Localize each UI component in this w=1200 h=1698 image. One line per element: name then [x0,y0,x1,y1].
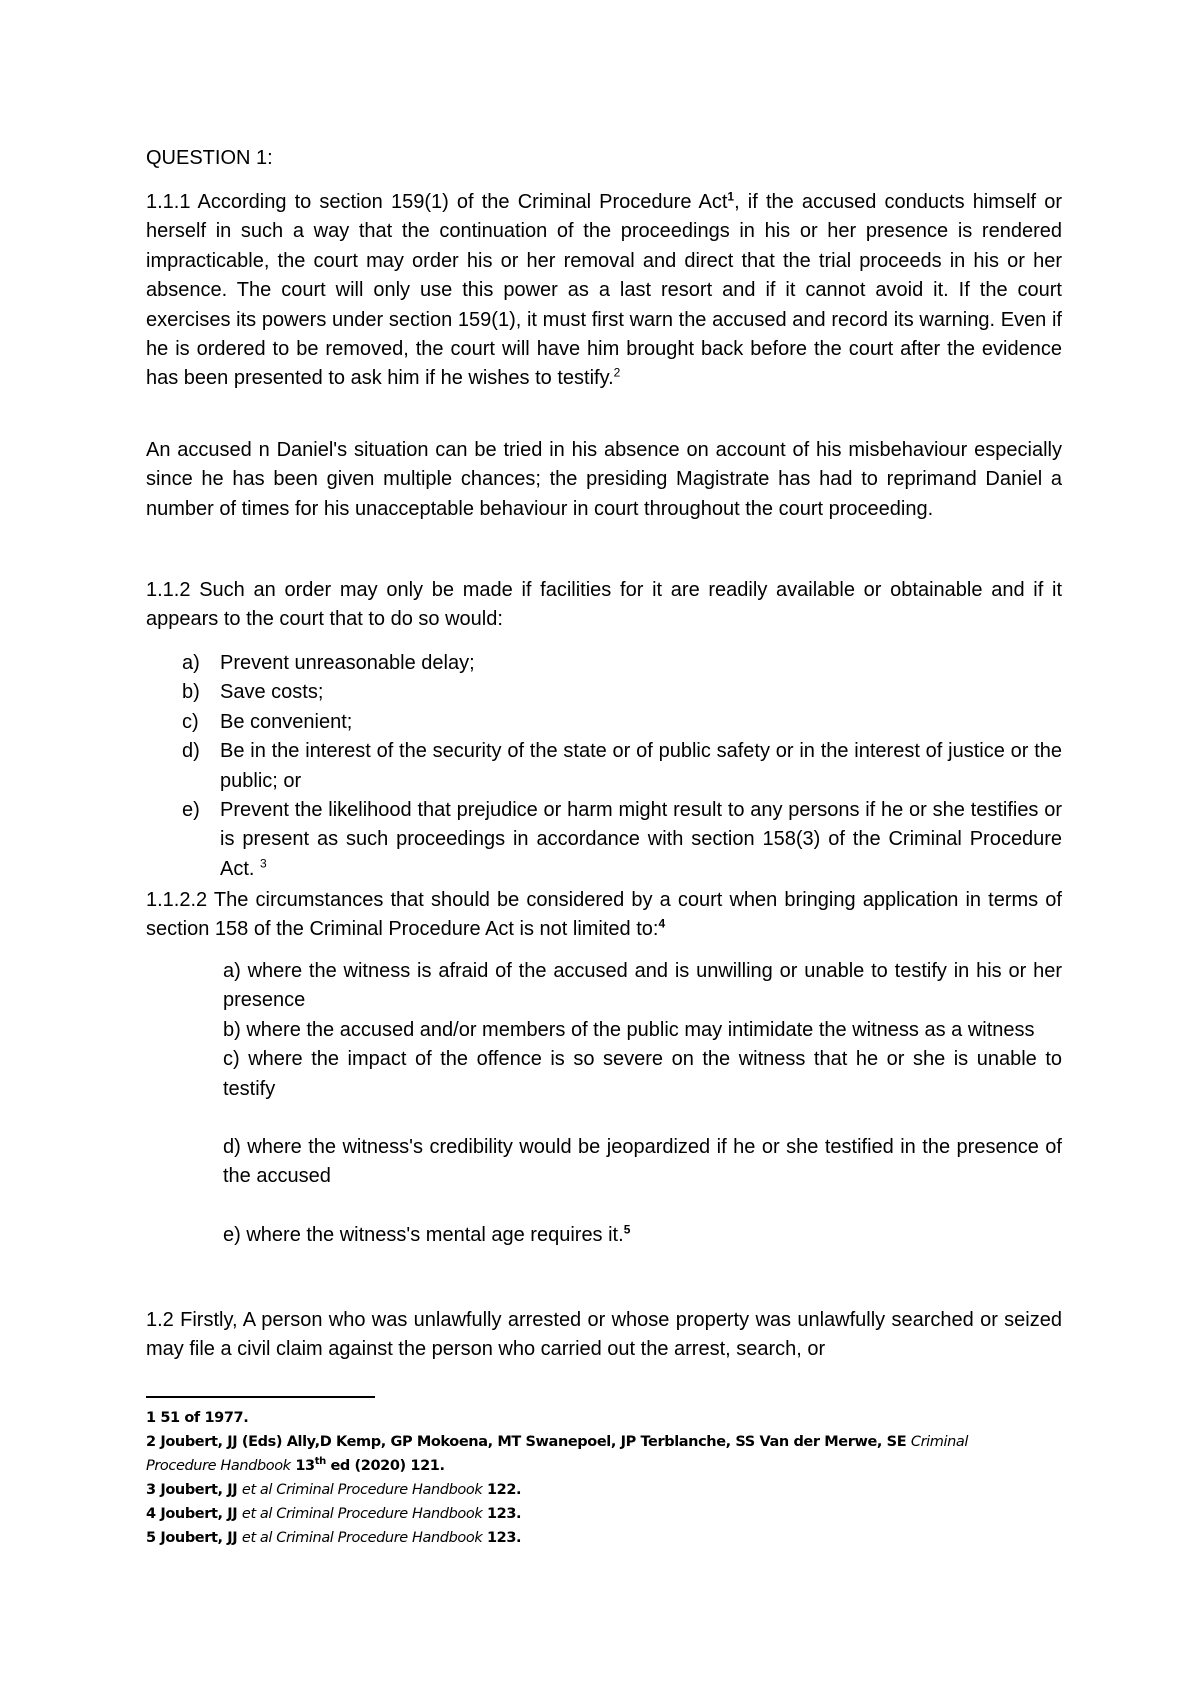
footnotes [146,1406,1062,1550]
footnote-5 [146,1526,1062,1550]
footnote-text: 5 Joubert, JJ [146,1530,242,1546]
paragraph-1-2: 1.2 Firstly, A person who was unlawfully arrested or whose property was unlawfully searched or seized may file a civil claim against the person who carried out the arrest, search, or [146,1309,1062,1361]
list-item-text: Prevent unreasonable delay; [220,652,475,674]
footnote-ref-2[interactable]: 2 [613,365,621,380]
list-marker: a) [182,652,200,674]
list-item [146,678,1062,707]
list-marker: c) [182,710,199,733]
footnote-ref-4[interactable]: 4 [658,916,666,931]
footnote-ref-1[interactable]: 1 [727,189,735,204]
list-item-text: Prevent the likelihood that prejudice or harm might result to any persons if he or she testifies or is present as such proceedings in accordance with section 158(3) of the Criminal Procedure Act. [220,799,1062,880]
paragraph-text: , if the accused conducts himself or herself in such a way that the continuation of the proceedings in his or her presence is rendered impracticable, the court may order his or her removal and direct that the trial proceeds in his or her absence. The court will only use this power as a last resort and if it cannot avoid it. If the court exercises its powers under section 159(1), it must first warn the accused and record its warning. Even if he is ordered to be removed, the court will have him brought back before the court after the evidence has been presented to ask him if he wishes to testify. [146,191,1063,390]
paragraph-text: 1.1.1 According to section 159(1) of the Criminal Procedure Act [146,191,728,213]
footnote-1: 1 51 of 1977. [146,1410,249,1426]
list-item: a) where the witness is afraid of the accused and is unwilling or unable to testify in his or her presence [223,960,1062,1012]
footnote-text: 123. [482,1506,522,1522]
footnote-text: 3 Joubert, JJ [146,1482,242,1498]
list-marker: b) [182,681,200,704]
paragraph-1-1-2: 1.1.2 Such an order may only be made if facilities for it are readily available or obtainable and if it appears to the court that to do so would: [146,579,1062,631]
footnote-italic: et al Criminal Procedure Handbook [241,1482,483,1498]
footnote-2-cont [146,1454,1062,1478]
list-item: c) where the impact of the offence is so severe on the witness that he or she is unable to testify [223,1048,1062,1100]
footnote-2 [146,1430,1062,1454]
paragraph-text: 1.1.2.2 The circumstances that should be considered by a court when bringing application in terms of section 158 of the Criminal Procedure Act is not limited to: [146,889,1062,941]
footnote-ref-3[interactable]: 3 [260,856,267,871]
paragraph-1-1-1 [146,188,1062,394]
footnote-italic: et al Criminal Procedure Handbook [241,1506,483,1522]
question-heading: QUESTION 1: [146,147,273,169]
footnote-ref-5[interactable]: 5 [623,1222,631,1237]
list-item: d) where the witness's credibility would be jeopardized if he or she testified in the presence of the accused [223,1136,1062,1188]
circumstances-list [223,957,1062,1250]
list-item-text: e) where the witness's mental age requires it. [223,1223,624,1246]
list-item [146,796,1062,884]
order-conditions-list [146,649,1062,884]
footnote-italic: Procedure Handbook [146,1458,291,1474]
list-item [146,708,1062,737]
list-marker: e) [182,799,200,822]
list-item [146,649,1062,678]
footnote-text: 4 Joubert, JJ [146,1506,242,1522]
footnote-4 [146,1502,1062,1526]
footnote-text: 2 Joubert, JJ (Eds) Ally,D Kemp, GP Mokoena, MT Swanepoel, JP Terblanche, SS Van der Merwe, SE [146,1434,911,1450]
footnote-italic: et al Criminal Procedure Handbook [241,1530,483,1546]
paragraph-1-1-2-2 [146,886,1062,945]
footnote-ordinal: th [314,1456,326,1468]
paragraph-daniel: An accused n Daniel's situation can be tried in his absence on account of his misbehaviour especially since he has been given multiple chances; the presiding Magistrate has had to reprimand Daniel a number of times for his unacceptable behaviour in court throughout the court proceeding. [146,439,1062,520]
list-item-text: Be convenient; [220,710,353,733]
list-item-text: Save costs; [220,681,324,704]
footnote-text: ed (2020) 121. [325,1458,445,1474]
list-item: b) where the accused and/or members of the public may intimidate the witness as a witness [223,1018,1035,1041]
list-marker: d) [182,740,200,763]
footnote-separator [146,1396,375,1398]
list-item-text: Be in the interest of the security of the state or of public safety or in the interest of justice or the public; or [220,740,1062,792]
footnote-text: 123. [482,1530,522,1546]
list-item [146,737,1062,796]
footnote-text: 122. [482,1482,522,1498]
list-item [223,1221,1062,1250]
footnote-text: 13 [290,1458,315,1474]
footnote-3 [146,1478,1062,1502]
footnote-italic: Criminal [910,1434,969,1450]
